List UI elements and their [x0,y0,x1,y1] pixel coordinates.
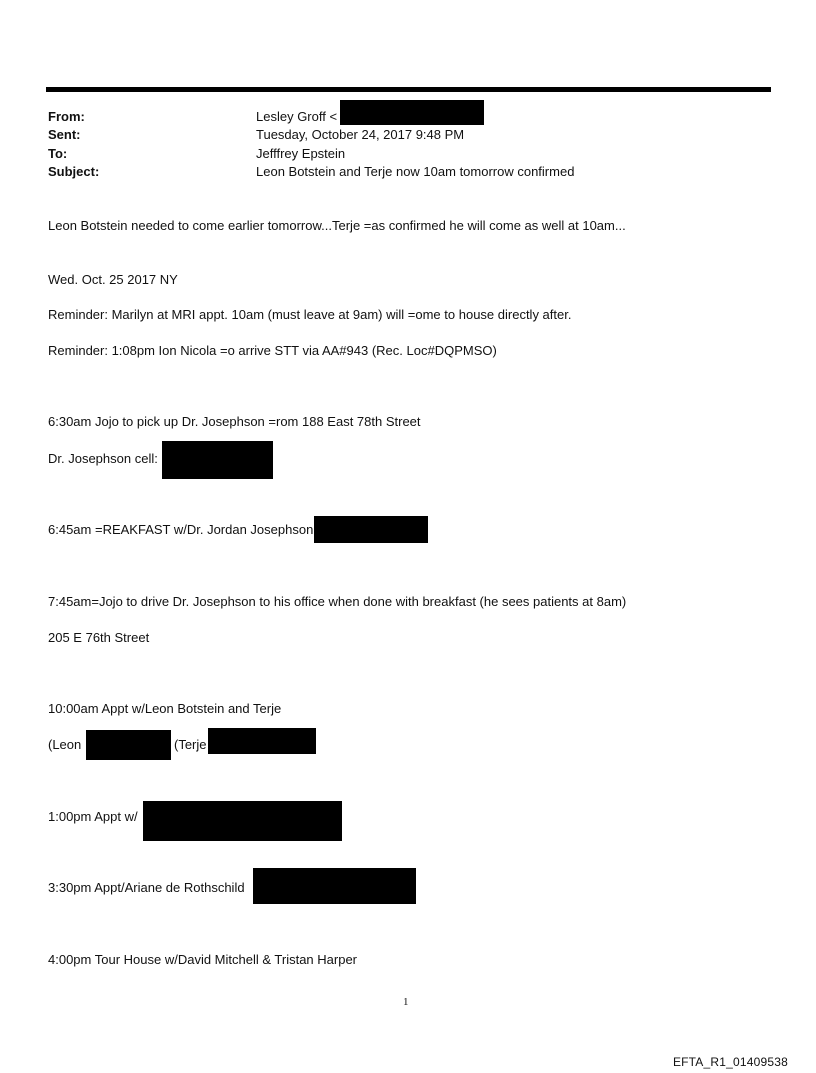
sent-row [48,126,464,143]
sent-label: Sent: [48,127,81,142]
subject-row [48,163,574,180]
bates-number: EFTA_R1_01409538 [672,1055,788,1069]
redaction-appt-1pm [143,801,342,841]
from-row [48,108,337,125]
to-label: To: [48,146,68,161]
redaction-appt-330pm [253,868,416,904]
body-address: 205 E 76th Street [48,630,150,645]
body-cell: Dr. Josephson cell: [48,451,158,466]
header-rule [46,87,771,92]
sent-value: Tuesday, October 24, 2017 9:48 PM [256,127,465,142]
from-value: Lesley Groff < [256,109,338,124]
redaction-leon-contact [86,730,171,760]
body-reminder-1: Reminder: Marilyn at MRI appt. 10am (must leave at 9am) will =ome to house directly after. [48,307,572,322]
body-contacts-terje: (Terje [174,737,207,752]
body-tour: 4:00pm Tour House w/David Mitchell & Tristan Harper [48,952,357,967]
page-number: 1 [403,996,409,1008]
body-appt-10am: 10:00am Appt w/Leon Botstein and Terje [48,701,282,716]
subject-label: Subject: [48,164,100,179]
body-date: Wed. Oct. 25 2017 NY [48,272,178,287]
to-value: Jefffrey Epstein [256,146,346,161]
body-breakfast: 6:45am =REAKFAST w/Dr. Jordan Josephson [48,522,314,537]
body-appt-330pm: 3:30pm Appt/Ariane de Rothschild [48,880,245,895]
body-reminder-2: Reminder: 1:08pm Ion Nicola =o arrive STT via AA#943 (Rec. Loc#DQPMSO) [48,343,497,358]
redaction-terje-contact [208,728,316,754]
redaction-cell [162,441,273,479]
redaction-from-email [340,100,484,125]
subject-value: Leon Botstein and Terje now 10am tomorrow confirmed [256,164,575,179]
from-label: From: [48,109,85,124]
to-row [48,145,345,162]
redaction-breakfast-phone [314,516,428,543]
body-contacts-leon: (Leon [48,737,82,752]
body-appt-1pm: 1:00pm Appt w/ [48,809,138,824]
body-intro: Leon Botstein needed to come earlier tomorrow...Terje =as confirmed he will come as well at 10am... [48,218,626,233]
body-drive: 7:45am=Jojo to drive Dr. Josephson to his office when done with breakfast (he sees patients at 8am) [48,594,627,609]
body-pickup: 6:30am Jojo to pick up Dr. Josephson =rom 188 East 78th Street [48,414,421,429]
